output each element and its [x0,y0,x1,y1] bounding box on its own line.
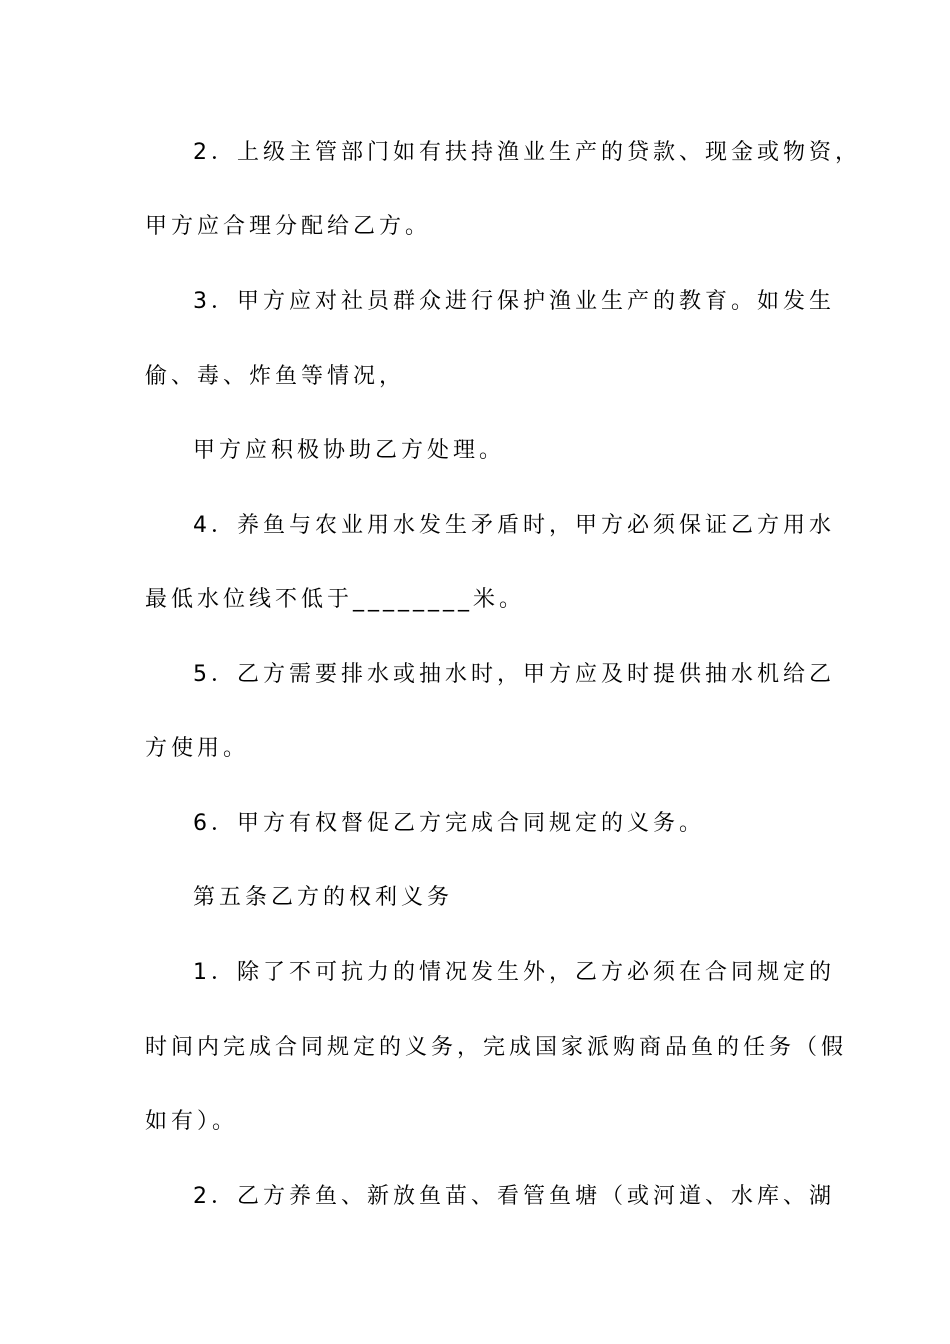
clause-4-item-3-line-3: 甲方应积极协助乙方处理。 [193,438,506,463]
clause-4-item-5-line-2: 方使用。 [145,736,250,761]
clause-4-item-2-line-2: 甲方应合理分配给乙方。 [145,214,432,239]
clause-4-item-3-line-1: 3．甲方应对社员群众进行保护渔业生产的教育。如发生 [193,289,835,314]
clause-4-item-2-line-1: 2．上级主管部门如有扶持渔业生产的贷款、现金或物资， [193,140,861,165]
clause-5-heading: 第五条乙方的权利义务 [193,885,454,910]
clause-5-item-1-line-2: 时间内完成合同规定的义务，完成国家派购商品鱼的任务（假 [145,1035,848,1060]
clause-4-item-4-line-1: 4．养鱼与农业用水发生矛盾时，甲方必须保证乙方用水 [193,513,835,538]
clause-4-item-5-line-1: 5．乙方需要排水或抽水时，甲方应及时提供抽水机给乙 [193,662,835,687]
clause-5-item-1-line-3: 如有）。 [145,1109,239,1134]
clause-5-item-1-line-1: 1．除了不可抗力的情况发生外，乙方必须在合同规定的 [193,960,835,985]
clause-5-item-2-line-1: 2．乙方养鱼、新放鱼苗、看管鱼塘（或河道、水库、湖 [193,1184,835,1209]
clause-4-item-6: 6．甲方有权督促乙方完成合同规定的义务。 [193,811,705,836]
clause-4-item-4-line-2: 最低水位线不低于________米。 [145,587,526,612]
clause-4-item-3-line-2: 偷、毒、炸鱼等情况， [145,364,406,389]
